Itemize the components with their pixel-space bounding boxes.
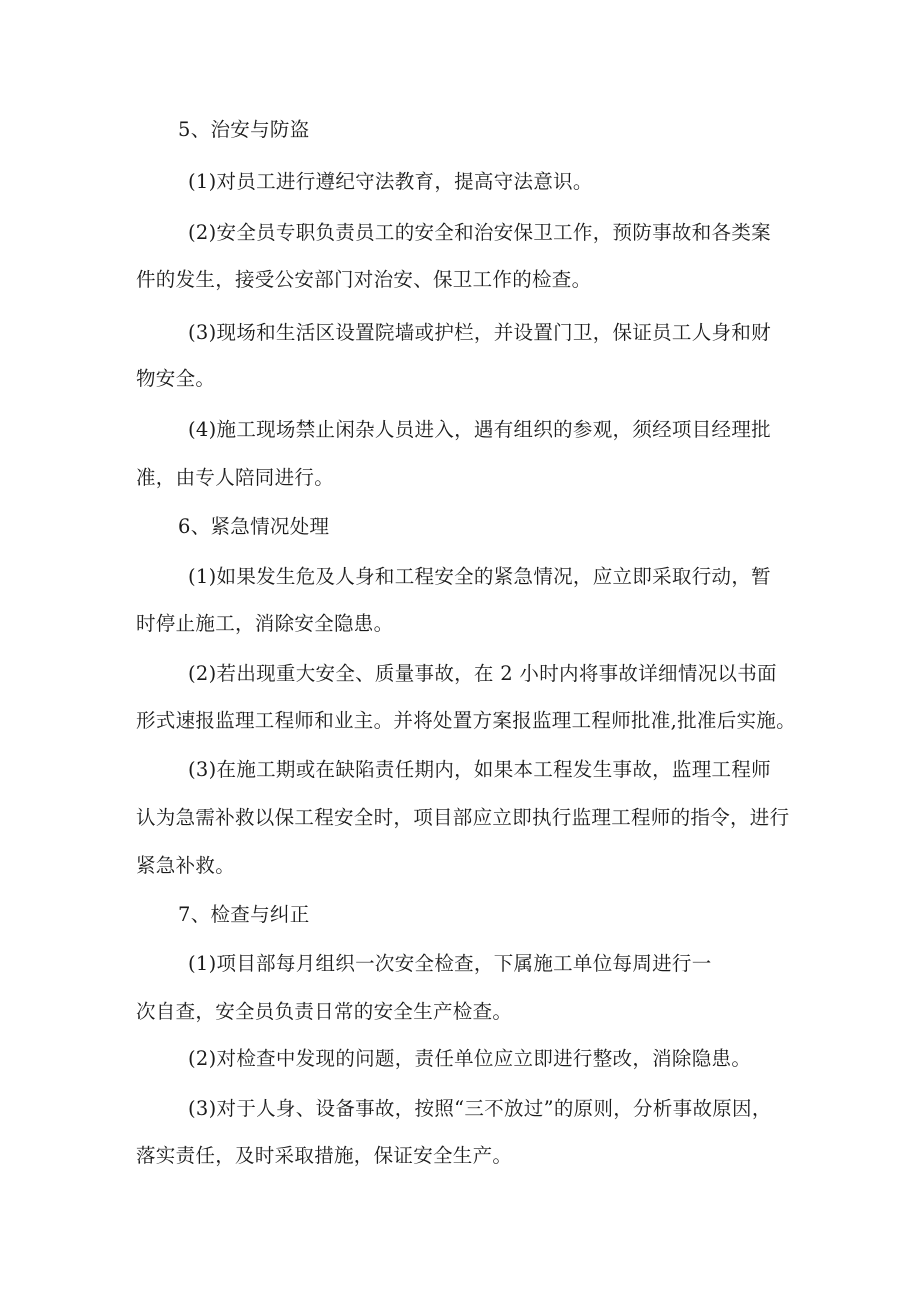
paragraph-line: (2)若出现重大安全、质量事故，在 2 小时内将事故详细情况以书面 [188,662,777,685]
paragraph-line: 落实责任，及时采取措施，保证安全生产。 [136,1144,513,1167]
paragraph-line: (3)现场和生活区设置院墙或护栏，并设置门卫，保证员工人身和财 [188,321,771,344]
paragraph-line: (2)对检查中发现的问题，责任单位应立即进行整改，消除隐患。 [188,1047,752,1070]
paragraph-line: 认为急需补救以保工程安全时，项目部应立即执行监理工程师的指令，进行 [136,806,790,829]
paragraph-line: (1)项目部每月组织一次安全检查，下属施工单位每周进行一 [188,952,712,975]
paragraph-line: (2)安全员专职负责员工的安全和治安保卫工作，预防事故和各类案 [188,221,771,244]
paragraph-line: (3)在施工期或在缺陷责任期内，如果本工程发生事故，监理工程师 [188,758,771,781]
section-heading: 7、检查与纠正 [178,903,310,926]
paragraph-line: 准，由专人陪同进行。 [136,466,335,489]
paragraph-line: 物安全。 [136,367,216,390]
paragraph-line: 紧急补救。 [136,854,236,877]
paragraph-line: (1)如果发生危及人身和工程安全的紧急情况，应立即采取行动，暂 [188,565,771,588]
paragraph-line: (3)对于人身、设备事故，按照“三不放过”的原则，分析事故原因， [188,1097,772,1120]
paragraph-line: 形式速报监理工程师和业主。并将处置方案报监理工程师批准,批准后实施。 [136,709,796,732]
paragraph-line: (4)施工现场禁止闲杂人员进入，遇有组织的参观，须经项目经理批 [188,418,771,441]
paragraph-line: 件的发生，接受公安部门对治安、保卫工作的检查。 [136,268,592,291]
section-heading: 5、治安与防盗 [178,118,310,141]
paragraph-line: 时停止施工，消除安全隐患。 [136,612,394,635]
section-heading: 6、紧急情况处理 [178,515,330,538]
paragraph-line: (1)对员工进行遵纪守法教育，提高守法意识。 [188,170,593,193]
paragraph-line: 次自查，安全员负责日常的安全生产检查。 [136,1000,513,1023]
